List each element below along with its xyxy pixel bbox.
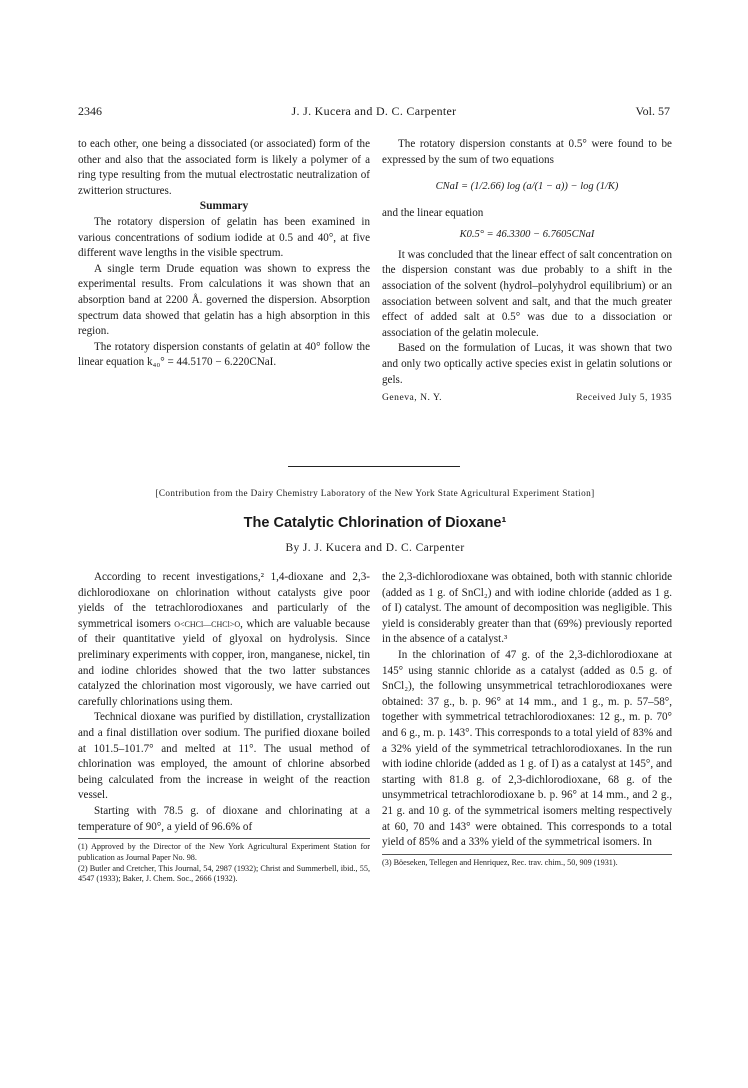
footnote-rule-right: [382, 854, 672, 855]
summary-paragraph-1: The rotatory dispersion of gelatin has been examined in various concentrations of sodium iodide at 0.5 and 40°, at five different wave lengths in the visible spectrum.: [78, 215, 370, 260]
signature-line: [382, 390, 672, 406]
volume-label: Vol. 57: [635, 104, 670, 118]
intro-text-b: , which are valuable because of their quantitative yield of glyoxal on hydrolysis. Since preliminary experiments with copper, iron, manganese, nickel, tin and iodine chlorides showed that the two latter substances catalyzed the chlorination most vigorously, we have carried out carefully chlorinations using them.: [78, 617, 370, 708]
chlorination-paragraph: In the chlorination of 47 g. of the 2,3-dichlorodioxane at 145° using stannic chloride as a catalyst (added as 0.5 g. of SnCl₂), the following unsymmetrical tetrachlorodioxanes were obtained: 37 g., b. p. 96° at 14 mm., and 1 g., m. p. 57–58°, together with symmetrical tetrachlorodioxanes: 12 g., m. p. 70° and 6 g., m. p. 143°. This corresponds to a total yield of 83% and a 32% yield of the symmetrical tetrachlorodioxanes. In the run with iodine chloride (added as 1 g. of I) as a catalyst at 145°, and starting with 81.8 g. of 2,3-dichlorodioxane, 68 g. of the unsymmetrical tetrachlorodioxane b. p. 96° at 14 mm., and 2 g., 21 g. and 10 g. of the symmetrical isomers melting respectively at 60, 70 and 143° were obtained. This corresponds to a total yield of 85% and a 33% yield of the symmetrical isomers. In: [382, 648, 672, 849]
lucas-paragraph: Based on the formulation of Lucas, it was shown that two and only two optically active species exist in gelatin solutions or gels.: [382, 342, 672, 386]
yield-paragraph: the 2,3-dichlorodioxane was obtained, both with stannic chloride (added as 1 g. of SnCl₂) and with iodine chloride (added as 1 g. of I) catalyst. The amount of decomposition was negligible. This yield is considerably greater than that (69%) previously reported in the absence of a catalyst.³: [382, 571, 672, 646]
prev-article-left-column: [78, 137, 370, 371]
article-right-column: [382, 570, 672, 868]
article-divider: [288, 466, 460, 467]
intro-paragraph: [78, 570, 370, 710]
footnote-2: (2) Butler and Cretcher, This Journal, 54, 2987 (1932); Christ and Summerbell, ibid., 55, 4547 (1933); Baker, J. Chem. Soc., 2666 (1932).: [78, 863, 370, 884]
summary-paragraph-3: The rotatory dispersion constants of gelatin at 40° follow the linear equation k₄₀° = 44.5170 − 6.220CNaI.: [78, 340, 370, 369]
page-number: 2346: [78, 104, 102, 118]
intro-text-a: According to recent investigations,² 1,4-dioxane and 2,3-dichlorodioxane on chlorination without catalysts give poor yields of the tetrachlorodioxanes and particularly of the symmetrical isomers: [78, 571, 370, 630]
article-left-column: [78, 570, 370, 885]
prev-article-intro: to each other, one being a dissociated (or associated) form of the other and also that the associated form is likely a polymer of a ring type resulting from the mutual electrostatic neutralization of zwitterion structures.: [78, 138, 370, 197]
structural-formula: O<CHCl—CHCl>O: [174, 619, 241, 629]
conclusion-paragraph: It was concluded that the linear effect of salt concentration on the dispersion constant was due probably to a shift in the association of the solvent (hydrol–polyhydrol equilibrium) or an association between solvent and salt, and that the much greater effect of added salt at 0.5° was due to a dissociation or association of the gelatin molecule.: [382, 248, 672, 339]
prev-article-right-column: [382, 137, 672, 406]
footnote-3: (3) Böeseken, Tellegen and Henriquez, Rec. trav. chim., 50, 909 (1931).: [382, 857, 618, 867]
contribution-note: [Contribution from the Dairy Chemistry Laboratory of the New York State Agricultural Experiment Station]: [155, 488, 595, 498]
footnote-rule: [78, 838, 370, 839]
equation-1: CNaI = (1/2.66) log (a/(1 − a)) − log (1/K): [435, 181, 619, 193]
running-title: J. J. Kucera and D. C. Carpenter: [291, 104, 457, 118]
equation-2: K0.5° = 46.3300 − 6.7605CNaI: [459, 228, 595, 240]
article-title: The Catalytic Chlorination of Dioxane¹: [243, 515, 507, 531]
received-date: Received July 5, 1935: [576, 392, 672, 404]
summary-heading: Summary: [199, 200, 249, 213]
summary-paragraph-2: A single term Drude equation was shown to express the experimental results. From calculations it was shown that an absorption band at 2200 Å. governed the dispersion. Absorption spectrum data showed that gelatin has a high absorption in this region.: [78, 262, 370, 338]
linear-equation-intro: and the linear equation: [382, 207, 484, 220]
footnote-1: (1) Approved by the Director of the New York Agricultural Experiment Station for publication as Journal Paper No. 98.: [78, 842, 370, 862]
dispersion-paragraph: The rotatory dispersion constants at 0.5° were found to be expressed by the sum of two equations: [382, 138, 672, 166]
article-byline: By J. J. Kucera and D. C. Carpenter: [285, 542, 465, 554]
page-header: [78, 104, 670, 122]
starting-paragraph: Starting with 78.5 g. of dioxane and chlorinating at a temperature of 90°, a yield of 96.6% of: [78, 804, 370, 833]
signature-place: Geneva, N. Y.: [382, 392, 443, 404]
purification-paragraph: Technical dioxane was purified by distillation, crystallization and a final distillation over sodium. The purified dioxane boiled at 101.5–101.7° and melted at 11°. The usual method of chlorination was employed, the amount of chlorine absorbed being calculated from the increase in weight of the reaction vessel.: [78, 711, 370, 802]
